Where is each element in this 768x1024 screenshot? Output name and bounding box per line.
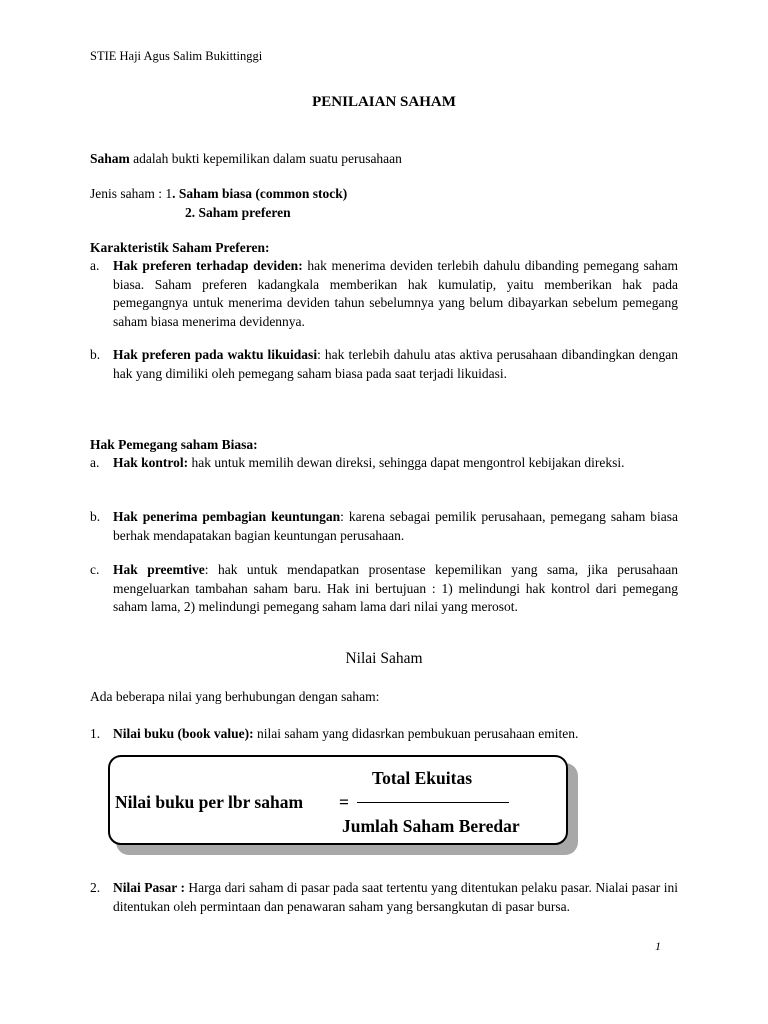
biasa-heading [90, 436, 678, 455]
nilai-intro: Ada beberapa nilai yang berhubungan dengan saham: [90, 689, 380, 704]
formula-denominator: Jumlah Saham Beredar [342, 816, 520, 836]
item-text: : karena sebagai pemilik perusahaan, pemegang saham biasa berhak mendapatakan bagian keuntungan perusahaan. [113, 509, 679, 543]
jenis-saham-line-2 [185, 204, 291, 223]
definition-term: Saham [90, 151, 130, 166]
item-text: Harga dari saham di pasar pada saat tertentu yang ditentukan pelaku pasar. Nialai pasar ini ditentukan oleh permintaan dan penawaran saham yang bersangkutan di pasar bursa. [113, 880, 678, 914]
preferen-heading-text: Karakteristik Saham Preferen: [90, 240, 270, 255]
jenis-item-1: . Saham biasa (common stock) [172, 186, 348, 201]
formula-numerator: Total Ekuitas [372, 768, 473, 788]
definition-paragraph [90, 150, 678, 169]
item-text: hak menerima deviden terlebih dahulu dibanding pemegang saham biasa. Saham preferen kadangkala memberikan hak kumulatip, yaitu memberikan hak pada pemegangnya untuk menerima deviden tahun sebelumnya yang belum dibayarkan sebelum pemegang saham biasa menerima devidennya. [113, 258, 678, 329]
biasa-item-a [90, 454, 678, 473]
page-title: PENILAIAN SAHAM [312, 94, 456, 110]
item-term: Nilai Pasar : [113, 880, 185, 895]
item-term: Hak preemtive [113, 562, 205, 577]
preferen-item-b [90, 346, 678, 383]
item-term: Nilai buku (book value): [113, 726, 254, 741]
jenis-saham-line-1 [90, 185, 678, 204]
item-term: Hak kontrol: [113, 455, 189, 470]
nilai-item-2 [90, 879, 678, 916]
biasa-item-c [90, 561, 678, 617]
list-marker: 2. [90, 880, 101, 895]
nilai-item-1 [90, 725, 678, 744]
list-marker: c. [90, 562, 100, 577]
list-marker: b. [90, 347, 101, 362]
item-text: : hak untuk mendapatkan prosentase kepemilikan yang sama, jika perusahaan mengeluarkan tambahan saham baru. Hak ini bertujuan : 1) melindungi hak kontrol dari pemegang saham lama, 2) melindungi pemegang saham lama dari nilai yang merosot. [113, 562, 678, 614]
item-text: : hak terlebih dahulu atas aktiva perusahaan dibandingkan dengan hak yang dimiliki oleh pemegang saham biasa pada saat terjadi likuidasi. [113, 347, 678, 381]
item-term: Hak preferen terhadap deviden: [113, 258, 303, 273]
biasa-heading-text: Hak Pemegang saham Biasa: [90, 437, 258, 452]
definition-text: adalah bukti kepemilikan dalam suatu perusahaan [129, 151, 402, 166]
item-text: hak untuk memilih dewan direksi, sehingga dapat mengontrol kebijakan direksi. [188, 455, 625, 470]
list-marker: b. [90, 509, 101, 524]
fraction-line [357, 802, 509, 803]
jenis-item-2: 2. Saham preferen [185, 205, 291, 220]
formula-label: Nilai buku per lbr saham [115, 792, 304, 812]
biasa-item-b [90, 508, 678, 545]
list-marker: a. [90, 258, 100, 273]
page-number: 1 [655, 939, 661, 953]
preferen-item-a [90, 257, 678, 331]
item-text: nilai saham yang didasrkan pembukuan perusahaan emiten. [253, 726, 579, 741]
jenis-prefix: Jenis saham : 1 [90, 186, 173, 201]
list-marker: 1. [90, 726, 101, 741]
page-header: STIE Haji Agus Salim Bukittinggi [90, 49, 263, 63]
item-term: Hak penerima pembagian keuntungan [113, 509, 341, 524]
formula-equals: = [339, 792, 349, 812]
preferen-heading [90, 239, 678, 258]
list-marker: a. [90, 455, 100, 470]
item-term: Hak preferen pada waktu likuidasi [113, 347, 318, 362]
section-title-nilai-saham: Nilai Saham [345, 650, 423, 667]
